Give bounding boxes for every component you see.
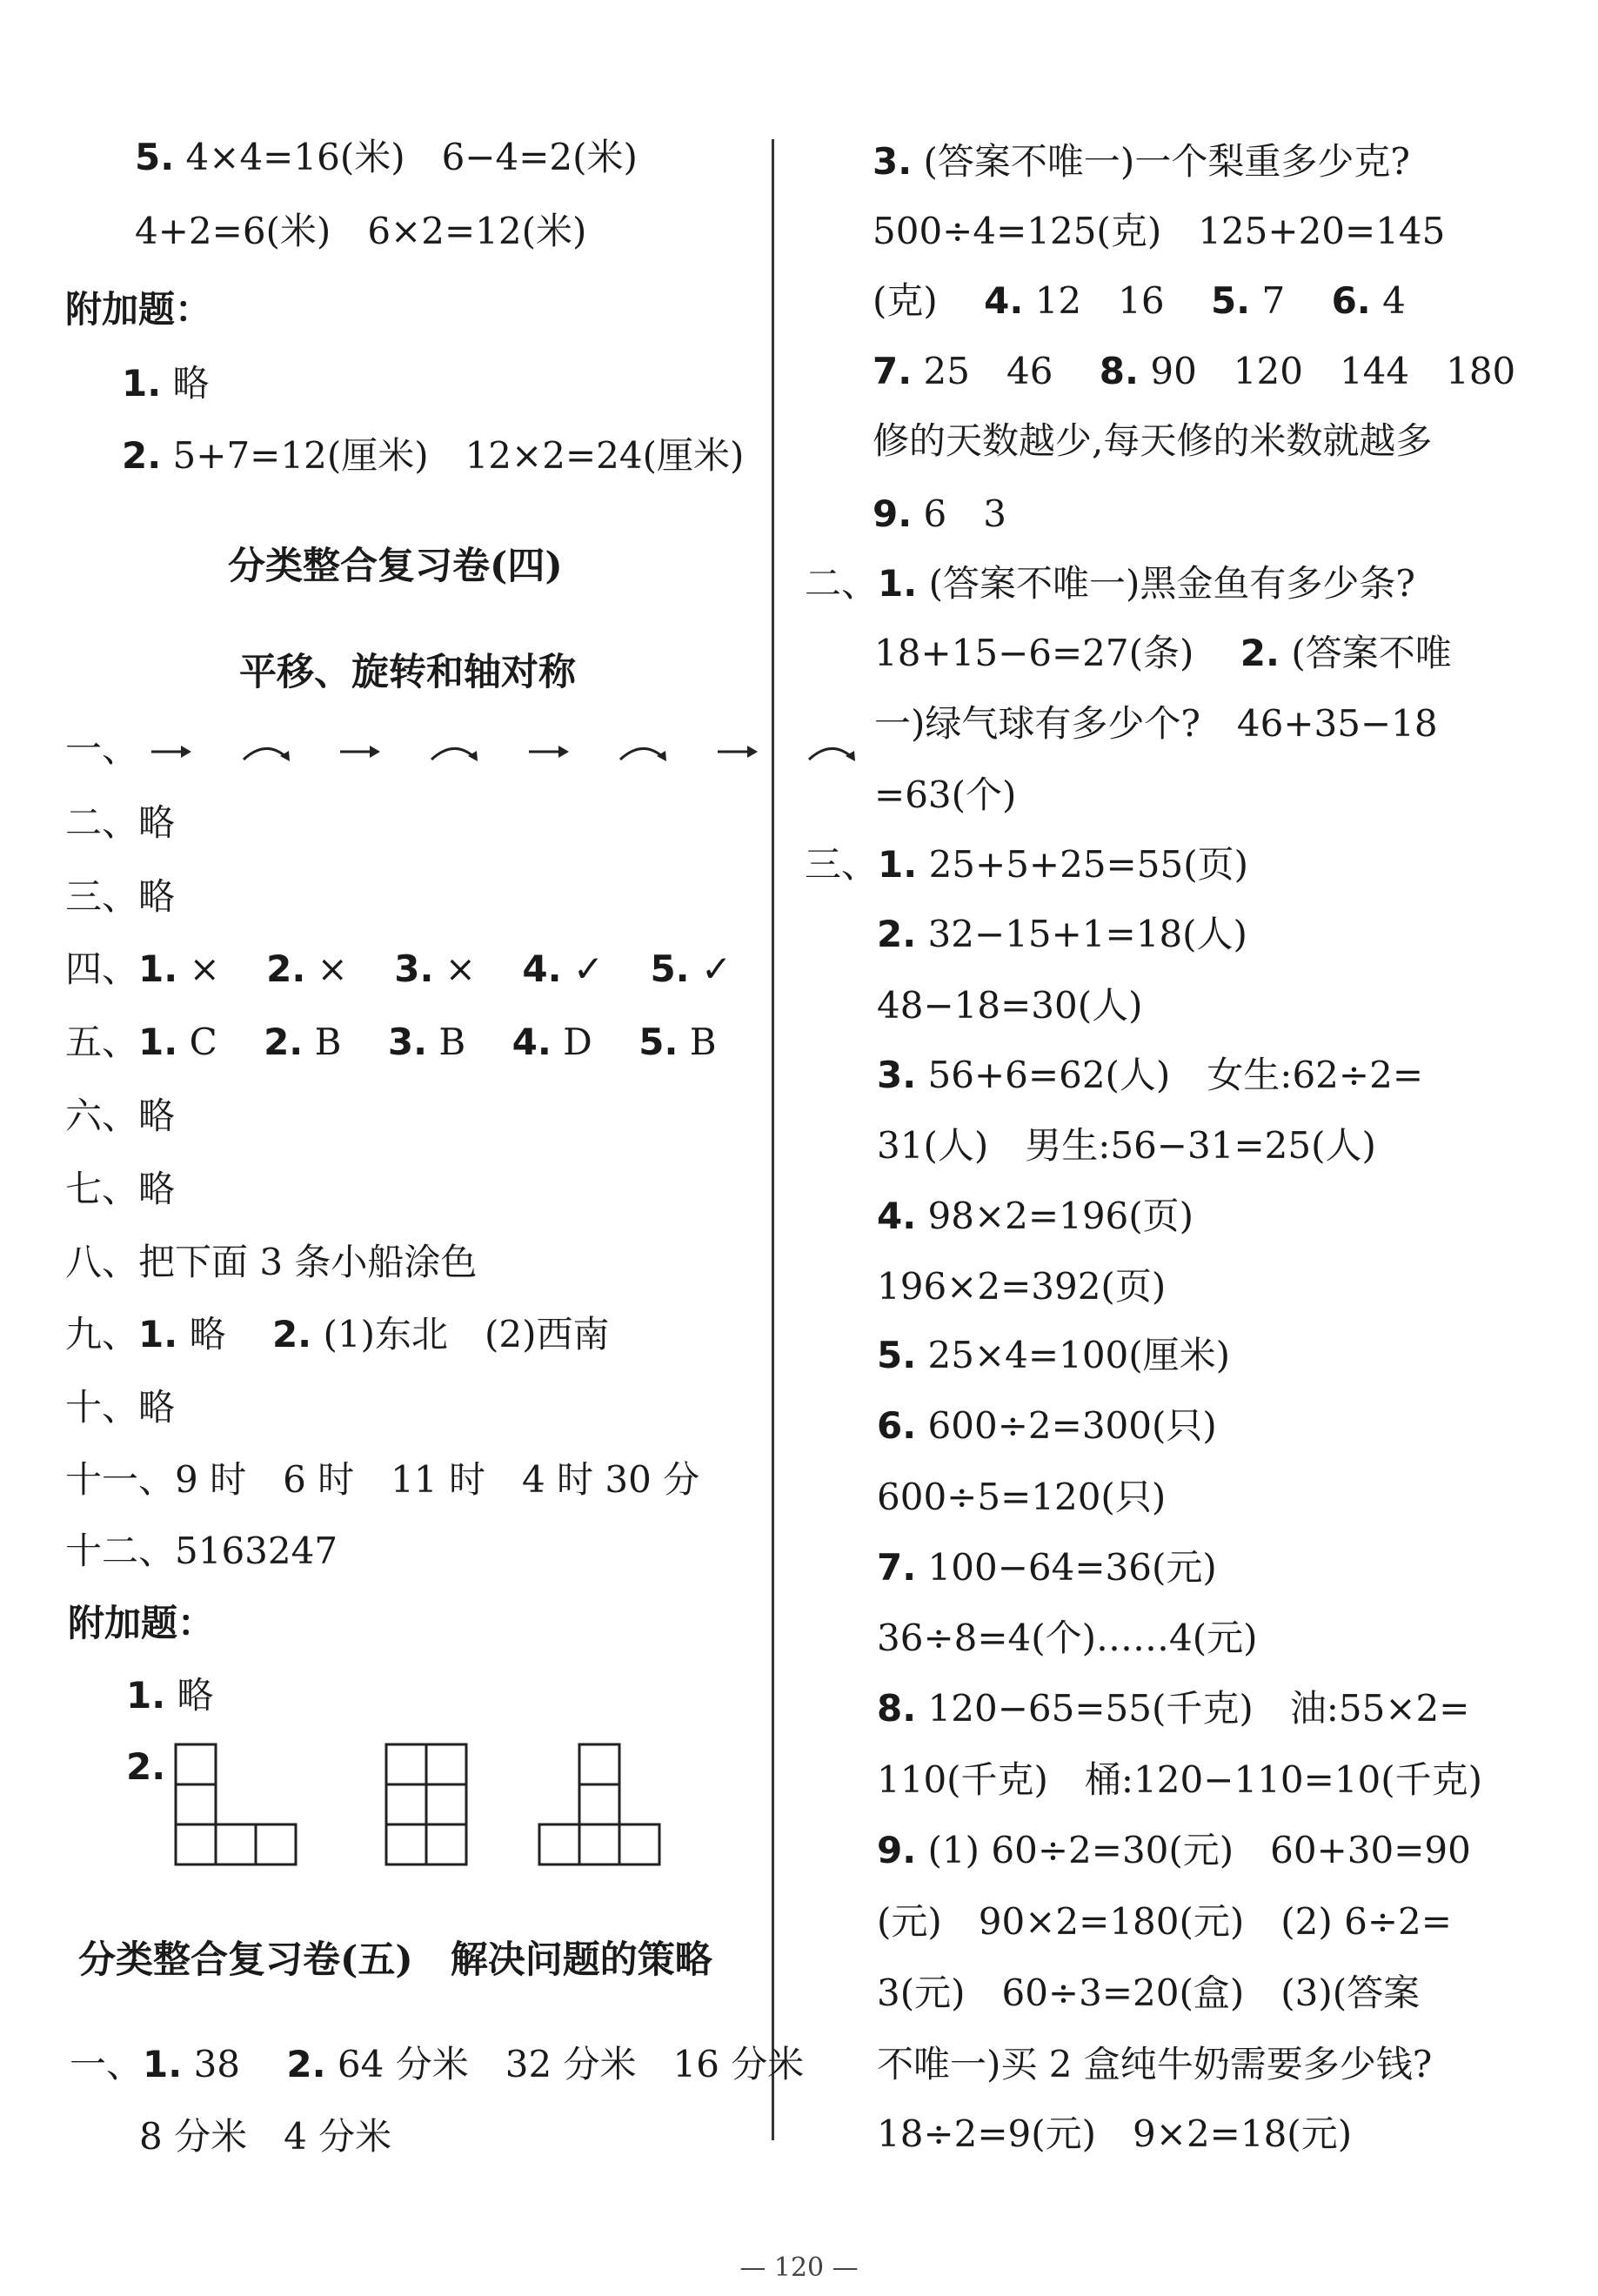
item-number: 3. bbox=[873, 140, 913, 183]
answer-text: (答案不唯一)一个梨重多少克? bbox=[923, 140, 1410, 183]
answer-text: 196×2=392(页) bbox=[877, 1265, 1167, 1308]
curved-arrow-icon bbox=[806, 739, 858, 765]
answer-text: 12 16 bbox=[1034, 279, 1165, 322]
extra-answer-2 bbox=[122, 434, 745, 477]
part-2: 二、略 bbox=[65, 801, 176, 844]
part-10: 十、略 bbox=[65, 1386, 176, 1429]
section-subtitle: 平移、旋转和轴对称 bbox=[239, 651, 576, 694]
item-number: 1. bbox=[878, 843, 918, 886]
part-1 bbox=[65, 727, 893, 770]
answer-text: 18+15−6=27(条) bbox=[874, 632, 1194, 674]
answer-text: B bbox=[314, 1021, 342, 1063]
item-number: 2. bbox=[877, 913, 917, 955]
item-number: 6. bbox=[1331, 279, 1371, 322]
answer-text: 4 bbox=[1382, 279, 1406, 322]
answer-text: 600÷2=300(只) bbox=[927, 1404, 1217, 1447]
answer-text: 一)绿气球有多少个? 46+35−18 bbox=[874, 702, 1438, 745]
part-label: 一、 bbox=[70, 2043, 144, 2085]
column-divider bbox=[772, 139, 774, 2140]
cross-mark: × bbox=[189, 947, 220, 990]
extra-heading: 附加题： bbox=[68, 1602, 215, 1644]
answer-5 bbox=[877, 1334, 1231, 1376]
answer-text: 48−18=30(人) bbox=[877, 984, 1143, 1027]
answer-text: 25+5+25=55(页) bbox=[928, 843, 1248, 886]
answers-7-8 bbox=[873, 350, 1516, 392]
item-number: 5. bbox=[639, 1021, 679, 1063]
answer-text: (答案不唯一)黑金鱼有多少条? bbox=[928, 562, 1415, 605]
item-number: 4. bbox=[511, 1021, 552, 1063]
item-number: 1. bbox=[138, 1021, 178, 1063]
extra-heading: 附加题： bbox=[65, 288, 212, 331]
answer-text: 38 bbox=[193, 2043, 241, 2085]
arrow-right-icon bbox=[150, 741, 193, 762]
extra-answer-1 bbox=[122, 362, 210, 405]
part-3: 三、略 bbox=[65, 875, 176, 918]
answer-4 bbox=[877, 1195, 1194, 1237]
part-9 bbox=[65, 1313, 610, 1356]
item-number: 3. bbox=[394, 947, 434, 990]
answer-text: 25 46 bbox=[923, 350, 1053, 392]
answer-text: 110(千克) 桶:120−110=10(千克) bbox=[877, 1758, 1483, 1801]
item-number: 2. bbox=[264, 1021, 304, 1063]
item-number: 2. bbox=[126, 1745, 166, 1788]
answer-9 bbox=[877, 1829, 1471, 1871]
answer-3 bbox=[873, 140, 1410, 183]
item-number: 4. bbox=[522, 947, 562, 990]
item-number: 5. bbox=[1210, 279, 1251, 322]
part-3 bbox=[805, 843, 1248, 886]
answer-text: D bbox=[563, 1021, 592, 1063]
item-number: 1. bbox=[138, 1313, 178, 1356]
answer-text: =63(个) bbox=[874, 773, 1017, 816]
part-label: 五、 bbox=[65, 1021, 139, 1063]
item-number: 1. bbox=[138, 947, 178, 990]
answer-9 bbox=[873, 492, 1006, 535]
item-number: 1. bbox=[122, 362, 162, 405]
part-label: 三、 bbox=[805, 843, 879, 886]
check-mark: ✓ bbox=[701, 947, 732, 990]
part-6: 六、略 bbox=[65, 1094, 176, 1137]
answer-text: C bbox=[189, 1021, 217, 1063]
item-number: 2. bbox=[122, 434, 162, 477]
part-12: 十二、5163247 bbox=[65, 1530, 338, 1572]
curved-arrow-icon bbox=[428, 739, 480, 765]
answer-7 bbox=[877, 1546, 1217, 1589]
part-label: 二、 bbox=[805, 562, 879, 605]
rectangle-figure bbox=[384, 1743, 471, 1869]
answer-text: (元) 90×2=180(元) (2) 6÷2= bbox=[877, 1900, 1452, 1943]
item-number: 2. bbox=[1240, 632, 1280, 674]
item-number: 1. bbox=[878, 562, 918, 605]
answer-text: 5+7=12(厘米) 12×2=24(厘米) bbox=[172, 434, 745, 477]
arrow-right-icon bbox=[527, 741, 571, 762]
part-4 bbox=[65, 947, 732, 990]
curved-arrow-icon bbox=[617, 739, 669, 765]
item-number: 2. bbox=[266, 947, 306, 990]
answer-text: B bbox=[438, 1021, 466, 1063]
answer-text: 3(元) 60÷3=20(盒) (3)(答案 bbox=[877, 1971, 1421, 2014]
answer-text: 500÷4=125(克) 125+20=145 bbox=[873, 210, 1446, 252]
answer-text: 120−65=55(千克) 油:55×2= bbox=[927, 1687, 1470, 1730]
curved-arrow-icon bbox=[240, 739, 292, 765]
answer-3 bbox=[877, 1054, 1424, 1096]
item-number: 8. bbox=[877, 1687, 917, 1730]
part-8: 八、把下面 3 条小船涂色 bbox=[65, 1241, 478, 1283]
answer-text: 25×4=100(厘米) bbox=[927, 1334, 1231, 1376]
answer-text: 修的天数越少,每天修的米数就越多 bbox=[873, 419, 1433, 462]
item-number: 1. bbox=[126, 1674, 166, 1717]
item-number: 7. bbox=[873, 350, 913, 392]
answer-line bbox=[874, 632, 1452, 674]
item-number: 5. bbox=[877, 1334, 917, 1376]
answer-text: 64 分米 32 分米 16 分米 bbox=[337, 2043, 805, 2085]
answer-text: 31(人) 男生:56−31=25(人) bbox=[877, 1124, 1376, 1167]
answer-text: 略 bbox=[172, 362, 210, 405]
part-label: 四、 bbox=[65, 947, 139, 990]
answer-text: 90 120 144 180 bbox=[1150, 350, 1516, 392]
arrow-right-icon bbox=[716, 741, 759, 762]
answer-text: 56+6=62(人) 女生:62÷2= bbox=[927, 1054, 1424, 1096]
part-2 bbox=[805, 562, 1415, 605]
answers-4-6 bbox=[873, 279, 1406, 322]
cross-mark: × bbox=[317, 947, 348, 990]
answer-text: 略 bbox=[177, 1674, 214, 1717]
answer-8 bbox=[877, 1687, 1470, 1730]
answer-text: 36÷8=4(个)……4(元) bbox=[877, 1617, 1258, 1659]
answer-text: 98×2=196(页) bbox=[927, 1195, 1194, 1237]
answer-text: 4+2=6(米) 6×2=12(米) bbox=[135, 210, 587, 252]
answer-text: 18÷2=9(元) 9×2=18(元) bbox=[877, 2112, 1353, 2155]
part-label: 一、 bbox=[65, 727, 139, 770]
answer-text: (答案不唯 bbox=[1291, 632, 1452, 674]
item-number: 4. bbox=[877, 1195, 917, 1237]
answer-text: 8 分米 4 分米 bbox=[139, 2115, 392, 2158]
answer-5 bbox=[135, 136, 638, 178]
answer-2 bbox=[877, 913, 1247, 955]
answer-text: (克) bbox=[873, 279, 938, 322]
extra-answer-1 bbox=[126, 1674, 214, 1717]
answer-text: 600÷5=120(只) bbox=[877, 1476, 1167, 1518]
answer-text: 略 bbox=[189, 1313, 226, 1356]
answer-text: 7 bbox=[1261, 279, 1286, 322]
item-number: 3. bbox=[877, 1054, 917, 1096]
item-number: 5. bbox=[135, 136, 175, 178]
part-label: 九、 bbox=[65, 1313, 139, 1356]
answer-text: 不唯一)买 2 盒纯牛奶需要多少钱? bbox=[877, 2043, 1433, 2085]
item-number: 6. bbox=[877, 1404, 917, 1447]
answer-text: 32−15+1=18(人) bbox=[927, 913, 1247, 955]
item-number: 5. bbox=[650, 947, 690, 990]
item-number: 9. bbox=[877, 1829, 917, 1871]
item-number: 8. bbox=[1099, 350, 1139, 392]
item-number: 1. bbox=[143, 2043, 183, 2085]
answer-text: 100−64=36(元) bbox=[927, 1546, 1217, 1589]
part-7: 七、略 bbox=[65, 1168, 176, 1210]
l-shape-figure bbox=[174, 1743, 304, 1869]
part-11: 十一、9 时 6 时 11 时 4 时 30 分 bbox=[65, 1458, 700, 1501]
item-number: 2. bbox=[286, 2043, 326, 2085]
part-5 bbox=[65, 1021, 717, 1063]
answer-text: (1) 60÷2=30(元) 60+30=90 bbox=[927, 1829, 1471, 1871]
answer-6 bbox=[877, 1404, 1217, 1447]
answer-text: 6 3 bbox=[923, 492, 1006, 535]
item-number: 9. bbox=[873, 492, 913, 535]
arrow-right-icon bbox=[338, 741, 382, 762]
section-title: 分类整合复习卷(四) bbox=[228, 545, 563, 588]
item-number: 3. bbox=[387, 1021, 428, 1063]
page-number: — 120 — bbox=[739, 2252, 859, 2283]
answer-text: B bbox=[689, 1021, 717, 1063]
part-1 bbox=[70, 2043, 805, 2085]
check-mark: ✓ bbox=[572, 947, 605, 990]
item-number: 2. bbox=[271, 1313, 312, 1356]
section-title: 分类整合复习卷(五) 解决问题的策略 bbox=[78, 1938, 712, 1982]
cross-mark: × bbox=[445, 947, 476, 990]
answer-text: 4×4=16(米) 6−4=2(米) bbox=[185, 136, 638, 178]
t-shape-figure bbox=[538, 1743, 664, 1869]
item-number: 7. bbox=[877, 1546, 917, 1589]
answer-text: (1)东北 (2)西南 bbox=[323, 1313, 610, 1356]
item-number: 4. bbox=[984, 279, 1024, 322]
